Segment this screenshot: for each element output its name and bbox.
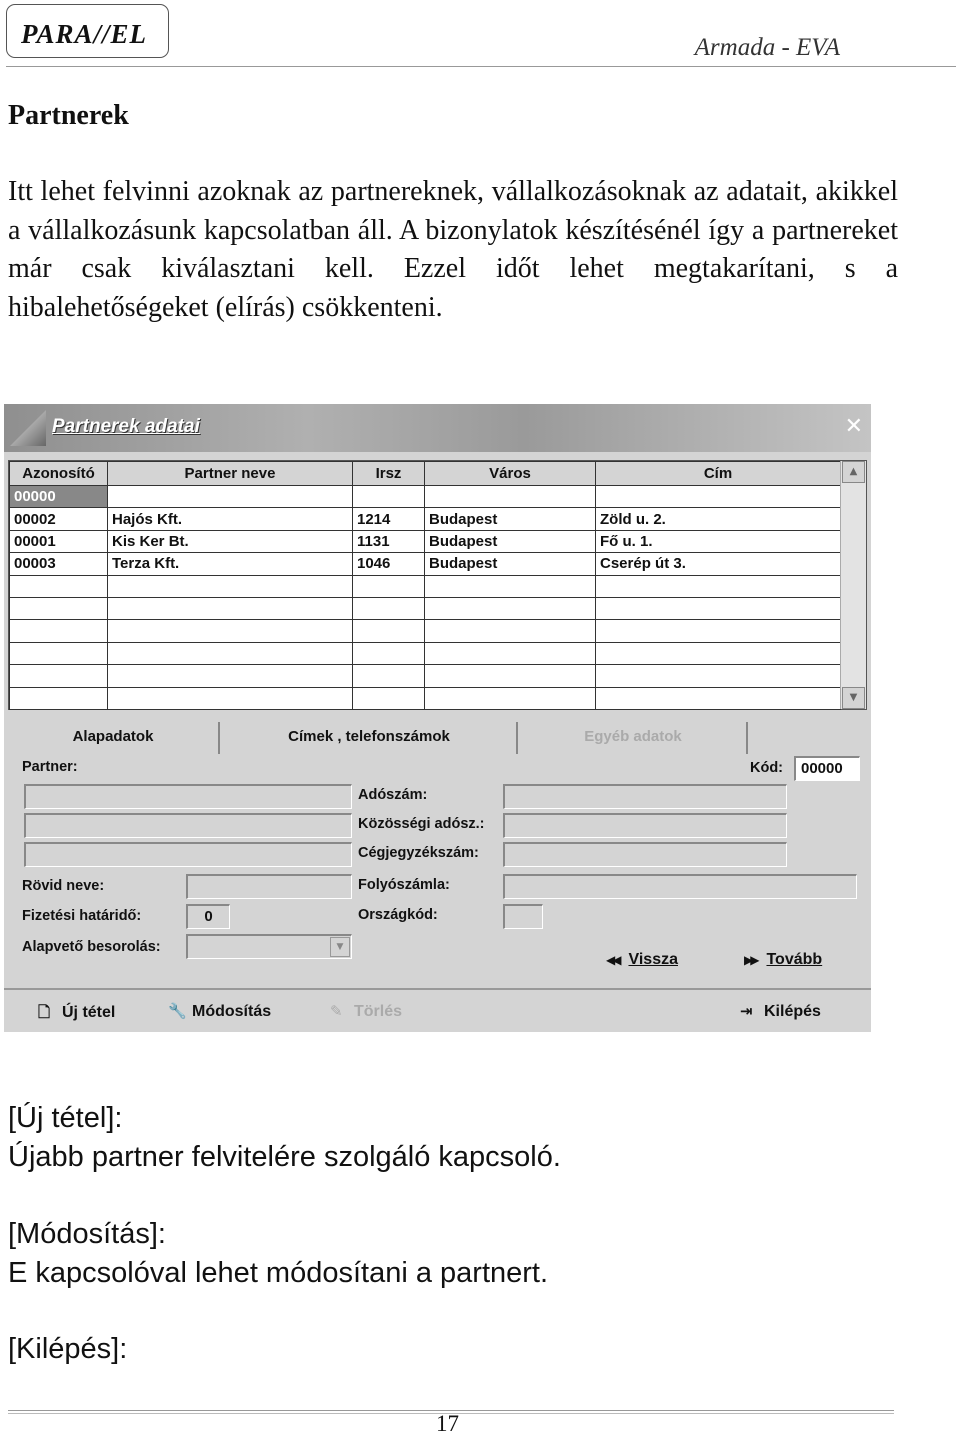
note-text-modositas: E kapcsolóval lehet módosítani a partnert.: [8, 1257, 549, 1289]
column-header-irsz[interactable]: Irsz: [353, 462, 425, 486]
table-cell[interactable]: Cserép út 3.: [596, 553, 841, 575]
fizetesi-hatarido-label: Fizetési határidő:: [22, 908, 142, 924]
table-row[interactable]: [10, 486, 841, 508]
tab-cimek-telefonszamok[interactable]: Címek , telefonszámok: [222, 722, 518, 754]
torles-button[interactable]: [330, 1002, 402, 1021]
next-label: Tovább: [766, 951, 823, 968]
orszagkod-label: Országkód:: [358, 907, 438, 923]
table-cell[interactable]: Budapest: [425, 508, 596, 530]
partner-window: [4, 404, 871, 1032]
table-cell[interactable]: [425, 575, 596, 597]
table-cell[interactable]: Budapest: [425, 553, 596, 575]
column-header-varos[interactable]: Város: [425, 462, 596, 486]
partner-label: Partner:: [22, 759, 78, 775]
rewind-icon: ◀◀: [606, 953, 619, 967]
table-cell[interactable]: 00002: [10, 508, 108, 530]
table-cell[interactable]: [353, 642, 425, 664]
rovid-nev-field[interactable]: [186, 874, 352, 899]
table-cell[interactable]: [353, 687, 425, 709]
note-text-uj-tetel: Újabb partner felvitelére szolgáló kapcsoló.: [8, 1141, 561, 1173]
table-cell[interactable]: [425, 597, 596, 619]
alapveto-besorolas-select[interactable]: [186, 934, 352, 959]
partner-name-field-2[interactable]: [24, 813, 352, 838]
window-title: Partnerek adatai: [52, 416, 200, 437]
table-cell[interactable]: [10, 620, 108, 642]
kod-field[interactable]: 00000: [794, 756, 860, 781]
back-button[interactable]: [606, 951, 678, 969]
table-cell[interactable]: [353, 620, 425, 642]
table-cell[interactable]: [108, 486, 353, 508]
column-header-partner-neve[interactable]: Partner neve: [108, 462, 353, 486]
partner-table: [9, 461, 841, 710]
table-cell[interactable]: [596, 575, 841, 597]
next-button[interactable]: [744, 951, 822, 969]
tab-egyeb-adatok[interactable]: Egyéb adatok: [520, 722, 748, 754]
table-row[interactable]: [10, 553, 841, 575]
wrench-icon: 🔧: [168, 1002, 187, 1020]
table-cell[interactable]: [10, 687, 108, 709]
table-cell[interactable]: 00003: [10, 553, 108, 575]
table-cell[interactable]: 00000: [10, 486, 108, 508]
table-cell[interactable]: [108, 642, 353, 664]
table-cell[interactable]: Kis Ker Bt.: [108, 530, 353, 552]
scroll-up-icon[interactable]: ▲: [842, 461, 865, 483]
table-row[interactable]: [10, 508, 841, 530]
folyoszamla-field[interactable]: [503, 874, 857, 899]
table-cell[interactable]: [425, 642, 596, 664]
alapveto-besorolas-label: Alapvető besorolás:: [22, 939, 161, 955]
cegjegyzekszam-label: Cégjegyzékszám:: [358, 845, 479, 861]
table-cell[interactable]: [108, 620, 353, 642]
section-title: Partnerek: [8, 100, 129, 131]
partner-name-field-1[interactable]: [24, 784, 352, 809]
table-cell[interactable]: [353, 597, 425, 619]
table-cell[interactable]: Fő u. 1.: [596, 530, 841, 552]
table-cell[interactable]: [596, 597, 841, 619]
table-cell[interactable]: [425, 687, 596, 709]
kilepes-label: Kilépés: [764, 1003, 821, 1020]
partner-form: [8, 722, 867, 984]
grid-scrollbar[interactable]: [840, 461, 866, 709]
table-cell[interactable]: [353, 575, 425, 597]
table-row[interactable]: [10, 620, 841, 642]
tab-alapadatok[interactable]: Alapadatok: [8, 722, 220, 754]
table-cell[interactable]: [10, 575, 108, 597]
torles-label: Törlés: [354, 1003, 403, 1020]
exit-icon: ⇥: [740, 1002, 753, 1020]
table-cell[interactable]: [596, 687, 841, 709]
window-toolbar: [4, 988, 871, 1032]
table-cell[interactable]: [10, 665, 108, 687]
table-cell[interactable]: 1046: [353, 553, 425, 575]
table-cell[interactable]: 00001: [10, 530, 108, 552]
table-cell[interactable]: Budapest: [425, 530, 596, 552]
logo: [6, 4, 169, 58]
adoszam-label: Adószám:: [358, 787, 428, 803]
back-label: Vissza: [628, 951, 678, 968]
folyoszamla-label: Folyószámla:: [358, 877, 450, 893]
table-cell[interactable]: [596, 642, 841, 664]
modositas-button[interactable]: [168, 1002, 271, 1021]
table-cell[interactable]: [425, 620, 596, 642]
new-document-icon: 🗋: [38, 1003, 51, 1021]
chevron-down-icon[interactable]: ▼: [330, 937, 350, 957]
table-cell[interactable]: [596, 620, 841, 642]
header-divider: [6, 66, 956, 67]
close-icon[interactable]: ✕: [844, 414, 863, 439]
forward-icon: ▶▶: [744, 953, 757, 967]
partner-grid[interactable]: [8, 460, 867, 710]
kilepes-button[interactable]: [740, 1002, 821, 1021]
window-titlebar[interactable]: [4, 404, 871, 452]
table-cell[interactable]: [425, 486, 596, 508]
table-cell[interactable]: Terza Kft.: [108, 553, 353, 575]
document-title: Armada - EVA: [694, 34, 840, 61]
table-header-row: [10, 462, 841, 486]
modositas-label: Módosítás: [192, 1003, 272, 1020]
table-cell[interactable]: [353, 486, 425, 508]
uj-tetel-button[interactable]: [38, 1002, 115, 1027]
table-row[interactable]: [10, 642, 841, 664]
table-cell[interactable]: [596, 486, 841, 508]
uj-tetel-label: Új tétel: [62, 1004, 116, 1021]
table-cell[interactable]: 1131: [353, 530, 425, 552]
logo-text: PARA//EL: [21, 19, 148, 49]
note-heading-uj-tetel: [Új tétel]:: [8, 1102, 123, 1134]
table-row[interactable]: [10, 530, 841, 552]
table-cell[interactable]: [10, 597, 108, 619]
kozossegi-adoszam-field[interactable]: [503, 813, 787, 838]
note-heading-kilepes: [Kilépés]:: [8, 1333, 128, 1365]
app-logo-icon: [10, 410, 46, 446]
table-row[interactable]: [10, 575, 841, 597]
fizetesi-hatarido-field[interactable]: 0: [186, 904, 230, 929]
table-cell[interactable]: [353, 665, 425, 687]
rovid-nev-label: Rövid neve:: [22, 878, 105, 894]
table-row[interactable]: [10, 597, 841, 619]
delete-icon: ✎: [330, 1002, 343, 1020]
page-number: 17: [436, 1411, 459, 1436]
table-cell[interactable]: [10, 642, 108, 664]
orszagkod-field[interactable]: [503, 904, 543, 929]
table-row[interactable]: [10, 665, 841, 687]
table-cell[interactable]: [108, 687, 353, 709]
partner-name-field-3[interactable]: [24, 842, 352, 867]
table-row[interactable]: [10, 687, 841, 709]
table-cell[interactable]: 1214: [353, 508, 425, 530]
note-heading-modositas: [Módosítás]:: [8, 1218, 166, 1250]
adoszam-field[interactable]: [503, 784, 787, 809]
table-cell[interactable]: [108, 575, 353, 597]
column-header-azonosito[interactable]: Azonosító: [10, 462, 108, 486]
table-cell[interactable]: Hajós Kft.: [108, 508, 353, 530]
scroll-down-icon[interactable]: ▼: [842, 687, 865, 709]
table-cell[interactable]: [108, 597, 353, 619]
intro-paragraph: Itt lehet felvinni azoknak az partnereknek, vállalkozásoknak az adatait, akikkel a vállalkozásunk kapcsolatban áll. A bizonylatok készítésénél így a partnereket már csak kiválasztani kell. Ezzel időt lehet megtakarítani, s a hibalehetőségeket (elírás) csökkenteni.: [8, 176, 898, 323]
column-header-cim[interactable]: Cím: [596, 462, 841, 486]
table-cell[interactable]: [425, 665, 596, 687]
cegjegyzekszam-field[interactable]: [503, 842, 787, 867]
table-cell[interactable]: [596, 665, 841, 687]
kozossegi-adoszam-label: Közösségi adósz.:: [358, 816, 485, 832]
table-cell[interactable]: Zöld u. 2.: [596, 508, 841, 530]
kod-label: Kód:: [750, 760, 784, 776]
table-cell[interactable]: [108, 665, 353, 687]
